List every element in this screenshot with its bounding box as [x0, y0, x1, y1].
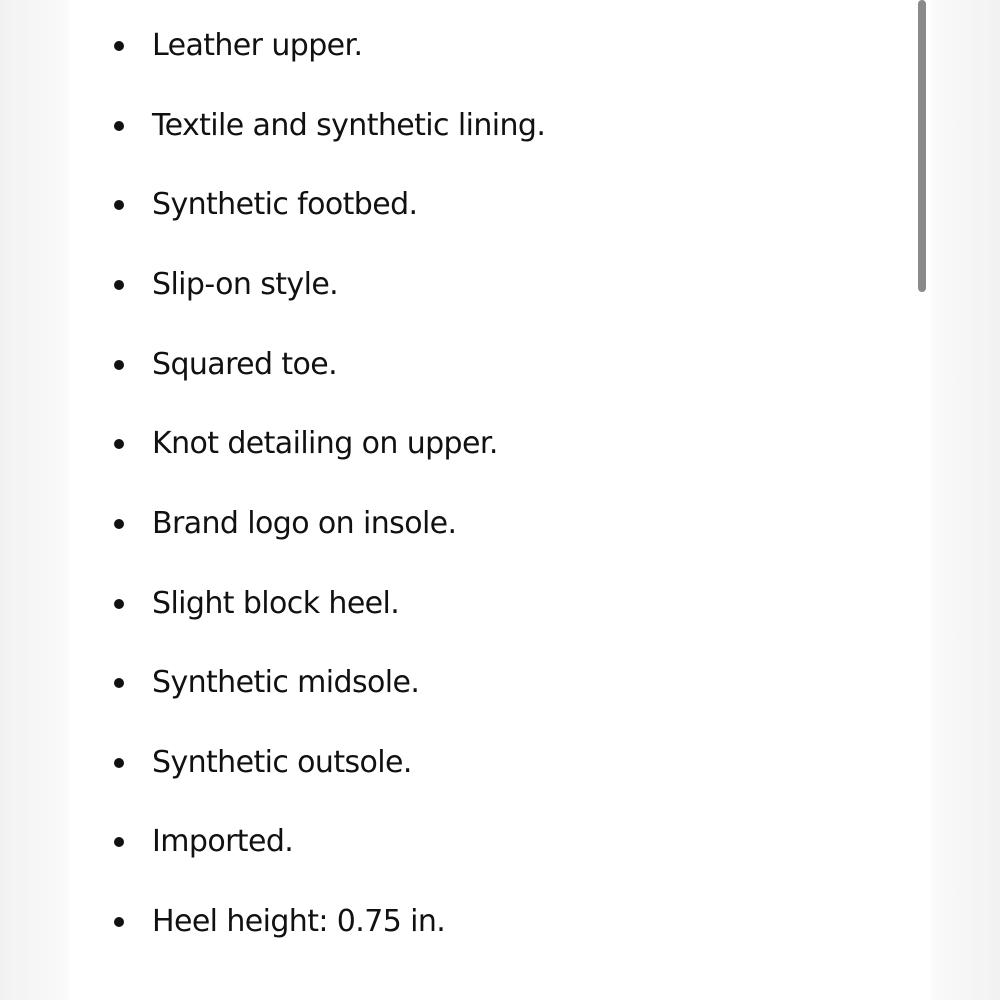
- bullet-icon: [114, 837, 124, 847]
- bullet-icon: [114, 200, 124, 210]
- feature-text: Slip-on style.: [152, 267, 339, 302]
- bullet-icon: [114, 678, 124, 688]
- feature-text: Synthetic midsole.: [152, 665, 420, 700]
- feature-text: Textile and synthetic lining.: [152, 108, 546, 143]
- bullet-icon: [114, 599, 124, 609]
- bullet-icon: [114, 917, 124, 927]
- feature-text: Synthetic footbed.: [152, 187, 418, 222]
- feature-text: Imported.: [152, 824, 294, 859]
- feature-text: Slight block heel.: [152, 586, 400, 621]
- bullet-icon: [114, 41, 124, 51]
- bullet-icon: [114, 360, 124, 370]
- product-details-panel[interactable]: [70, 0, 930, 1000]
- bullet-icon: [114, 519, 124, 529]
- feature-text: Knot detailing on upper.: [152, 426, 498, 461]
- scrollbar-thumb[interactable]: [918, 0, 926, 292]
- bullet-icon: [114, 280, 124, 290]
- feature-text: Synthetic outsole.: [152, 745, 412, 780]
- bullet-icon: [114, 121, 124, 131]
- feature-text: Heel height: 0.75 in.: [152, 904, 446, 939]
- feature-text: Squared toe.: [152, 347, 338, 382]
- bullet-icon: [114, 758, 124, 768]
- bullet-icon: [114, 439, 124, 449]
- feature-text: Leather upper.: [152, 28, 363, 63]
- feature-text: Brand logo on insole.: [152, 506, 457, 541]
